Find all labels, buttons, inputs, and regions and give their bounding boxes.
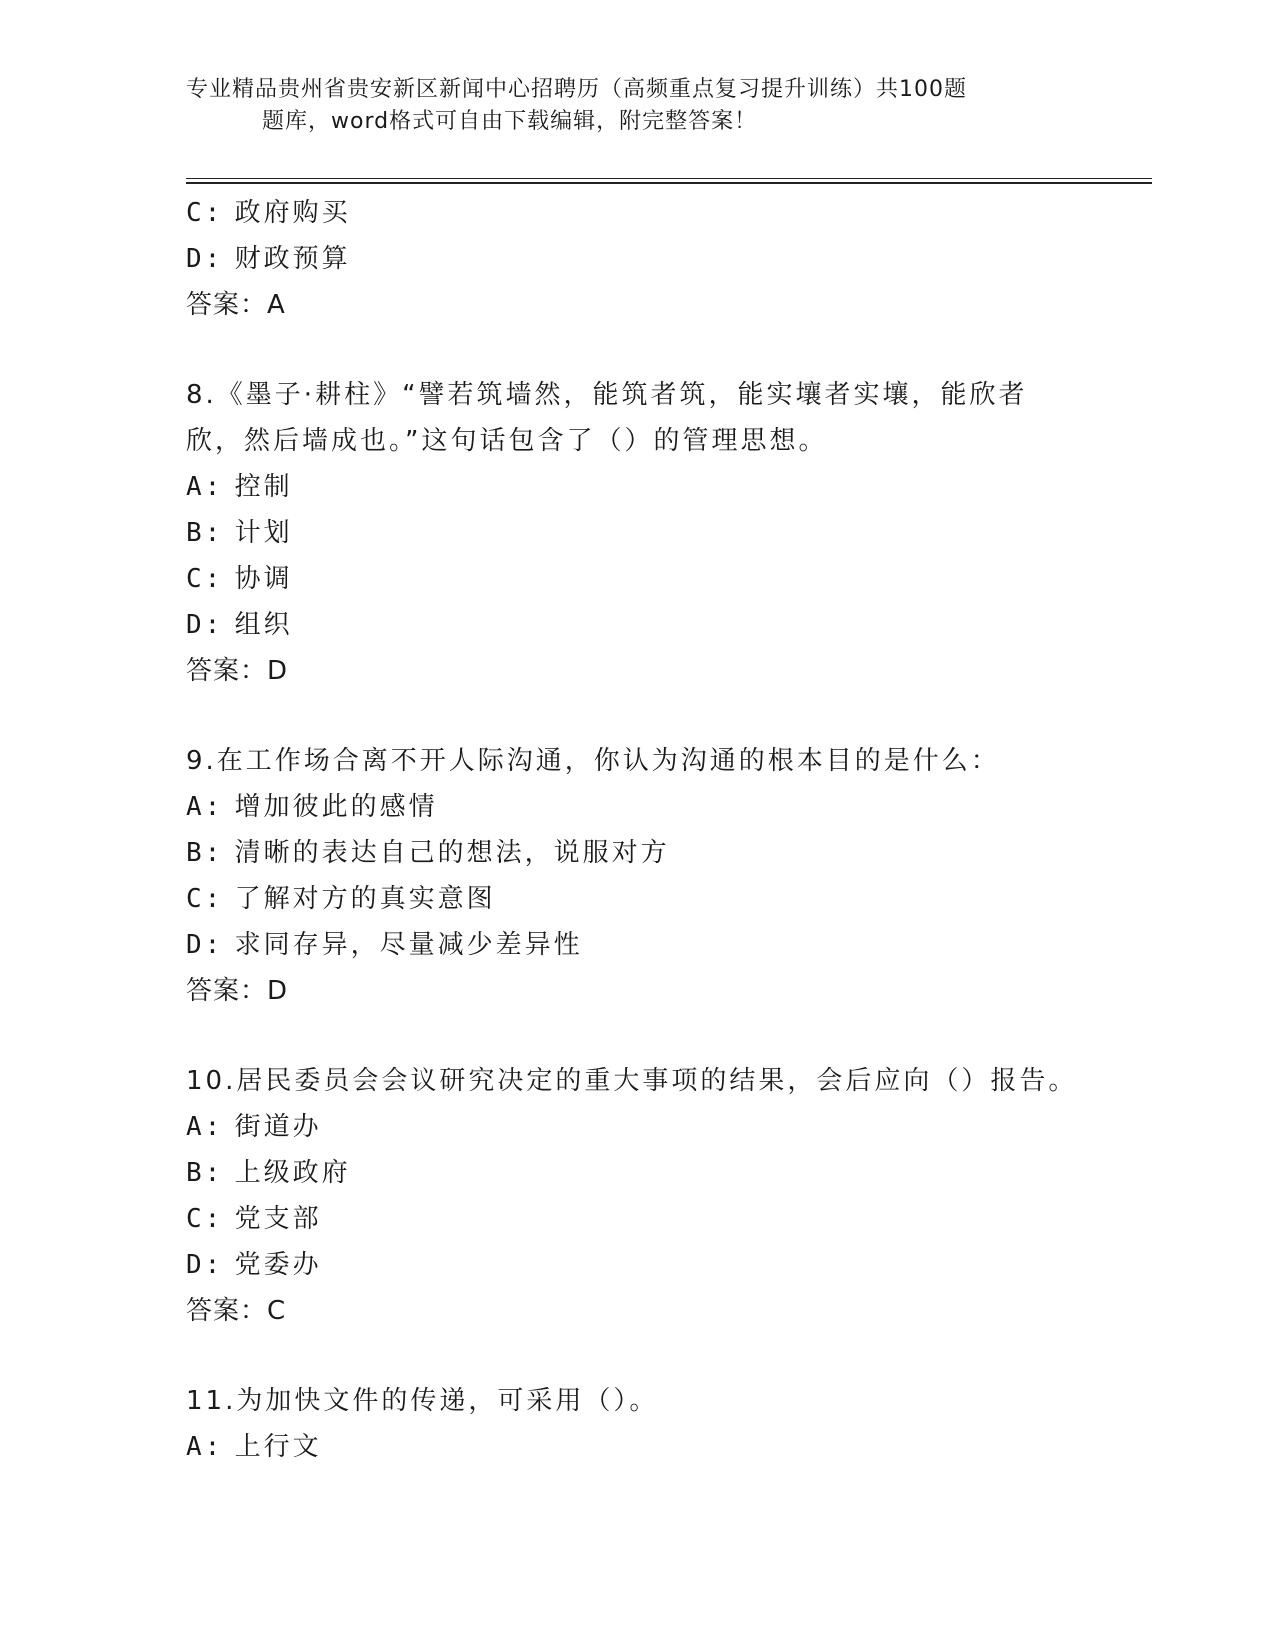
document-header [186,74,1086,138]
option-row [186,784,1086,830]
option-row [186,1196,1086,1242]
option-text: 政府购买 [234,198,351,228]
option-label: A: [186,1432,224,1462]
header-title-line2: 题库，word格式可自由下载编辑，附完整答案！ [262,109,758,134]
answer-label: 答案： [186,976,268,1006]
header-title-line1: 专业精品贵州省贵安新区新闻中心招聘历（高频重点复习提升训练）共100题 [186,77,967,102]
option-row [186,510,1086,556]
option-row [186,464,1086,510]
option-row [186,1150,1086,1196]
question-10 [186,1058,1086,1334]
option-text: 增加彼此的感情 [234,792,438,822]
answer-label: 答案： [186,290,268,320]
option-label: B: [186,518,224,548]
option-text: 组织 [234,610,293,640]
option-row [186,1424,1086,1470]
answer-value: C [267,1296,287,1326]
answer-label: 答案： [186,1296,268,1326]
option-row [186,876,1086,922]
option-label: D: [186,244,224,274]
option-row [186,830,1086,876]
option-label: C: [186,198,224,228]
header-divider-thin [186,178,1152,179]
option-text: 计划 [234,518,293,548]
answer-value: D [267,976,289,1006]
question-11 [186,1378,1086,1470]
option-label: C: [186,1204,224,1234]
answer-value: D [267,656,289,686]
option-text: 街道办 [234,1112,322,1142]
option-text: 求同存异，尽量减少差异性 [234,930,583,960]
question-stem: 10.居民委员会会议研究决定的重大事项的结果，会后应向（）报告。 [186,1066,1078,1096]
option-label: D: [186,610,224,640]
option-label: D: [186,930,224,960]
option-text: 控制 [234,472,293,502]
option-label: A: [186,1112,224,1142]
option-text: 上级政府 [234,1158,351,1188]
option-label: B: [186,1158,224,1188]
question-stem: 11.为加快文件的传递，可采用（）。 [186,1386,659,1416]
answer-value: A [267,290,286,320]
option-label: B: [186,838,224,868]
question-7-continuation [186,190,1086,328]
question-stem: 8.《墨子·耕柱》“譬若筑墙然，能筑者筑，能实壤者实壤，能欣者 [186,380,1028,410]
question-stem-continued: 欣，然后墙成也。”这句话包含了（）的管理思想。 [186,426,828,456]
option-row [186,1242,1086,1288]
option-text: 上行文 [234,1432,322,1462]
question-8 [186,372,1086,694]
option-text: 党委办 [234,1250,322,1280]
answer-row [186,648,1086,694]
option-label: D: [186,1250,224,1280]
question-9 [186,738,1086,1014]
answer-row [186,282,1086,328]
option-row [186,922,1086,968]
answer-row [186,1288,1086,1334]
header-divider-thick [186,182,1152,184]
option-text: 协调 [234,564,293,594]
option-text: 财政预算 [234,244,351,274]
answer-label: 答案： [186,656,268,686]
question-list [186,190,1086,1470]
option-row [186,236,1086,282]
option-label: C: [186,884,224,914]
option-row [186,190,1086,236]
option-label: C: [186,564,224,594]
option-row [186,556,1086,602]
option-row [186,1104,1086,1150]
option-text: 党支部 [234,1204,322,1234]
option-text: 了解对方的真实意图 [234,884,496,914]
question-stem: 9.在工作场合离不开人际沟通，你认为沟通的根本目的是什么： [186,746,1000,776]
option-text: 清晰的表达自己的想法，说服对方 [234,838,670,868]
option-label: A: [186,472,224,502]
option-label: A: [186,792,224,822]
answer-row [186,968,1086,1014]
option-row [186,602,1086,648]
